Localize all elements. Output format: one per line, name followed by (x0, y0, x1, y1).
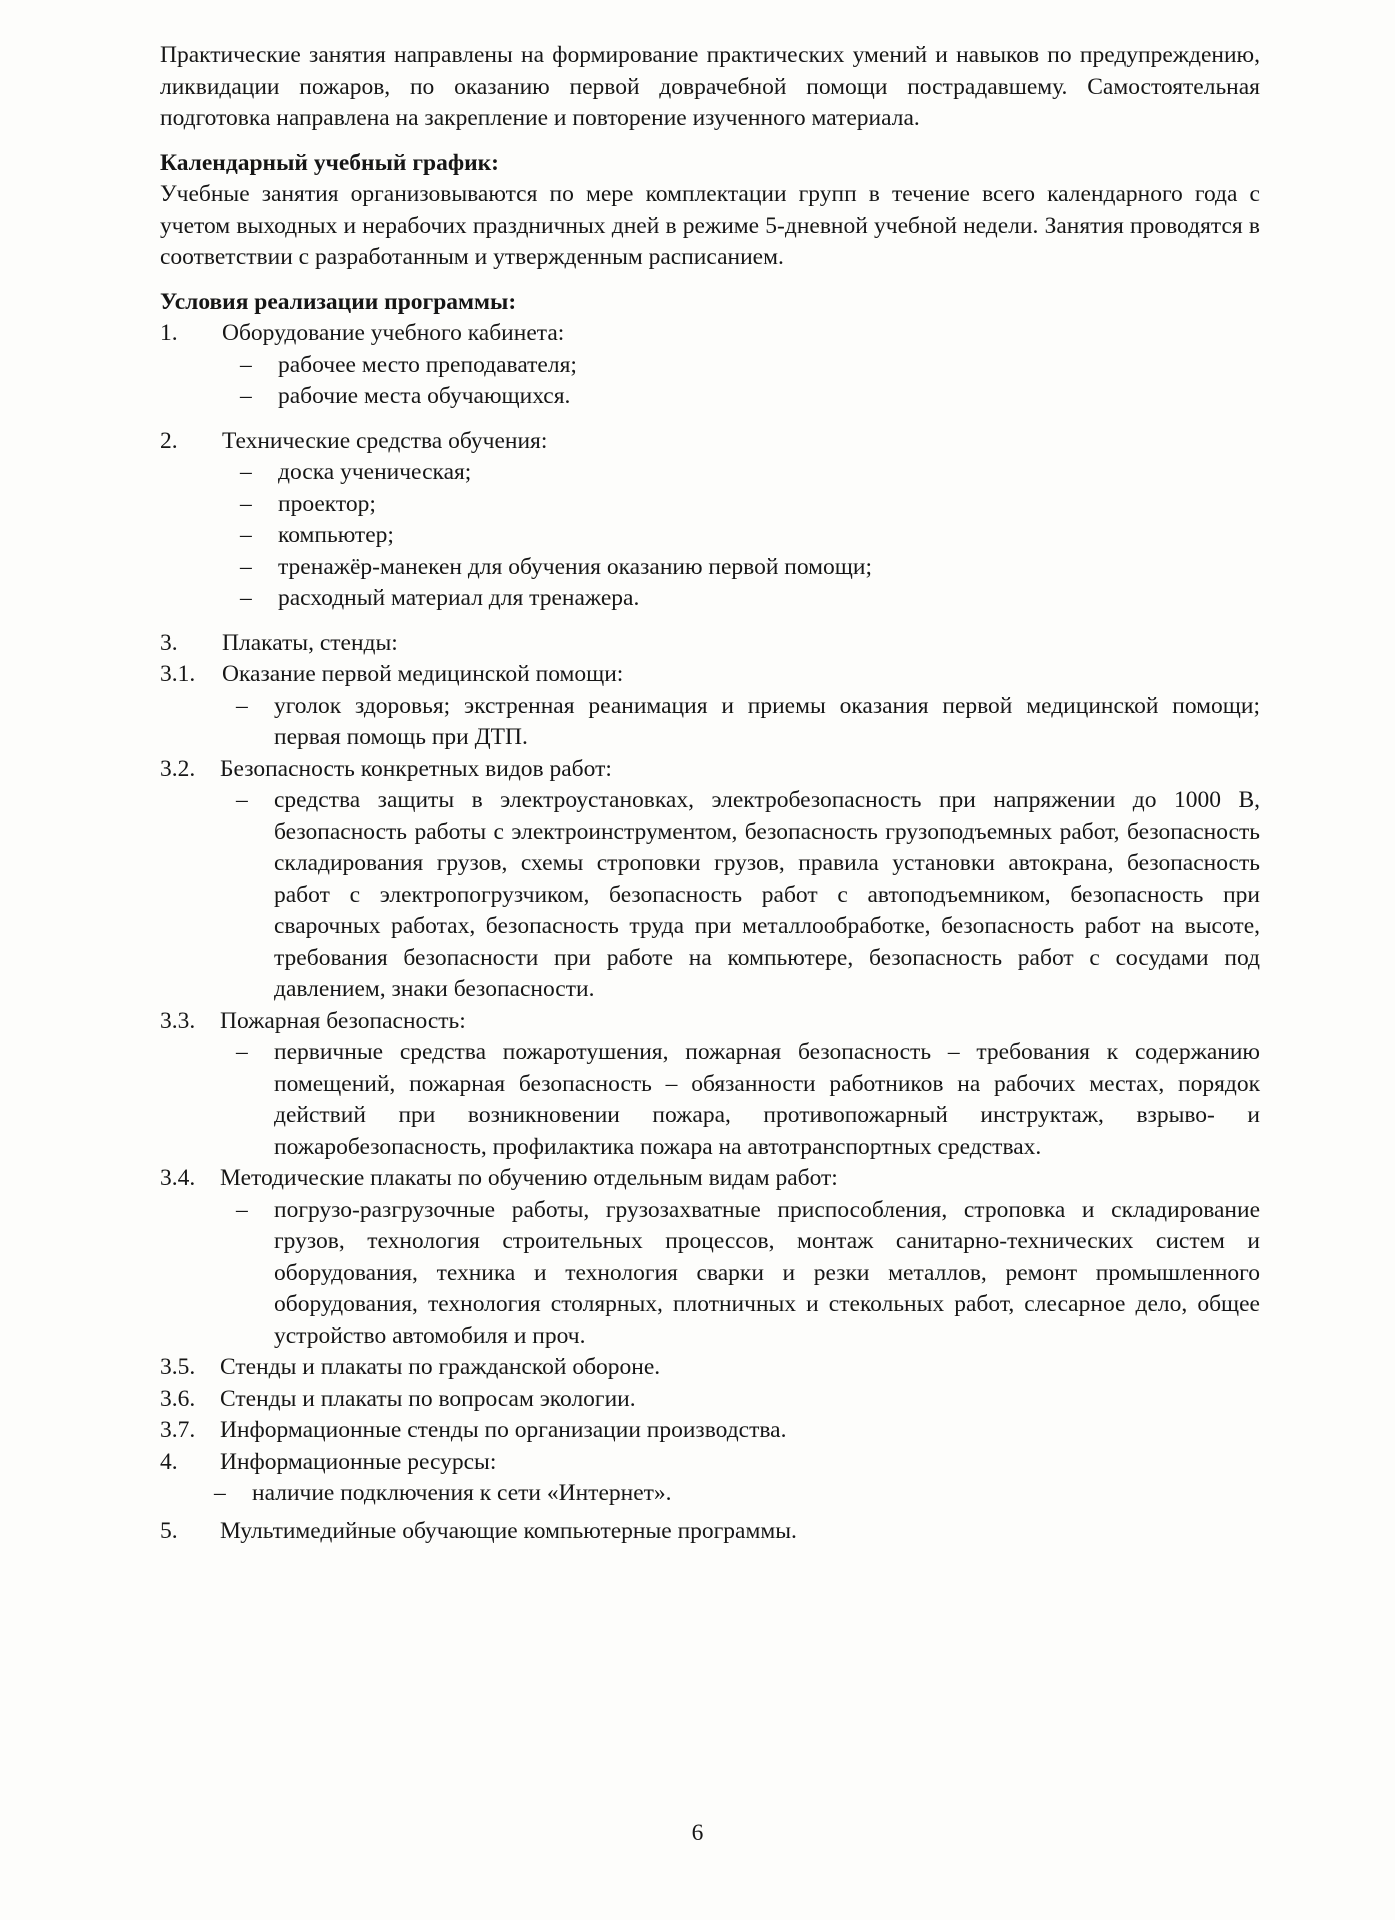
section-number: 2. (160, 427, 178, 454)
section-1 (160, 318, 1260, 350)
conditions-heading: Условия реализации программы: (160, 288, 517, 315)
list-item: – средства защиты в электроустановках, электробезопасность при напряжении до 1000 В, безопасность работы с электроинструментом, безопасность грузоподъемных работ, безопасность складирования грузов, схемы строповки грузов, правила установки автокрана, безопасность работ с электропогрузчиком, безопасность работ с автоподъемником, безопасность при сварочных работах, безопасность труда при металлообработке, безопасность работ на высоте, требования безопасности при работе на компьютере, безопасность работ с сосудами под давлением, знаки безопасности. (236, 787, 1260, 1002)
dash-marker: – (236, 1196, 248, 1223)
bullet-list (160, 1478, 1260, 1510)
section-3-3 (160, 1006, 1260, 1038)
section-title: Мультимедийные обучающие компьютерные программы. (220, 1517, 797, 1544)
section-title: Информационные ресурсы: (220, 1448, 497, 1475)
section-title: Стенды и плакаты по вопросам экологии. (220, 1385, 636, 1412)
section-number: 3.2. (160, 755, 196, 782)
dash-marker: – (240, 383, 252, 409)
list-item: – наличие подключения к сети «Интернет». (160, 1478, 1260, 1510)
dash-marker: – (236, 692, 248, 719)
dash-marker: – (214, 1480, 226, 1506)
dash-marker: – (240, 522, 252, 548)
bullet-list (160, 691, 1260, 754)
bullet-list (160, 785, 1260, 1006)
bullet-list (160, 1195, 1260, 1353)
section-title: Методические плакаты по обучению отдельным видам работ: (220, 1165, 838, 1191)
section-title: Оборудование учебного кабинета: (222, 320, 565, 346)
section-title: Оказание первой медицинской помощи: (222, 661, 624, 687)
section-title: Пожарная безопасность: (220, 1007, 466, 1034)
section-number: 3.5. (160, 1354, 196, 1380)
section-5 (160, 1516, 1260, 1548)
section-title: Плакаты, стенды: (222, 629, 398, 656)
section-number: 4. (160, 1448, 178, 1475)
dash-marker: – (240, 459, 252, 485)
bullet-list (160, 457, 1260, 615)
bullet-list (160, 1037, 1260, 1163)
page-number: 6 (691, 1820, 704, 1846)
bullet-list (160, 350, 1260, 413)
dash-marker: – (236, 787, 248, 813)
list-item: – компьютер; (160, 520, 1260, 552)
section-number: 3.3. (160, 1007, 196, 1034)
section-number: 3.7. (160, 1417, 196, 1443)
schedule-heading: Календарный учебный график: (160, 149, 499, 176)
list-item: – рабочее место преподавателя; (160, 350, 1260, 382)
list-item: – уголок здоровья; экстренная реанимация и приемы оказания первой медицинской помощи; первая помощь при ДТП. (236, 692, 1260, 750)
section-4 (160, 1447, 1260, 1479)
section-title: Информационные стенды по организации производства. (220, 1417, 787, 1443)
dash-marker: – (240, 490, 252, 517)
list-item: – рабочие места обучающихся. (160, 381, 1260, 413)
list-item: – тренажёр-манекен для обучения оказанию первой помощи; (160, 552, 1260, 584)
section-number: 3.1. (160, 661, 196, 687)
section-3-4 (160, 1163, 1260, 1195)
section-2 (160, 426, 1260, 458)
section-number: 3.6. (160, 1385, 196, 1412)
list-item: – погрузо-разгрузочные работы, грузозахватные приспособления, строповка и складирование грузов, технология строительных процессов, монтаж санитарно-технических систем и оборудования, техника и технология сварки и резки металлов, ремонт промышленного оборудования, технология столярных, плотничных и стекольных работ, слесарное дело, общее устройство автомобиля и проч. (236, 1196, 1260, 1349)
section-number: 1. (160, 320, 178, 346)
section-title: Технические средства обучения: (222, 427, 548, 454)
dash-marker: – (240, 585, 252, 611)
dash-marker: – (236, 1039, 248, 1065)
section-3-1 (160, 659, 1260, 691)
section-3-7 (160, 1415, 1260, 1447)
section-3 (160, 628, 1260, 660)
dash-marker: – (240, 351, 252, 378)
section-3-2 (160, 754, 1260, 786)
list-item: – первичные средства пожаротушения, пожарная безопасность – требования к содержанию помещений, пожарная безопасность – обязанности работников на рабочих местах, порядок действий при возникновении пожара, противопожарный инструктаж, взрыво- и пожаробезопасность, профилактика пожара на автотранспортных средствах. (236, 1039, 1260, 1160)
section-title: Стенды и плакаты по гражданской обороне. (220, 1354, 661, 1380)
dash-marker: – (240, 553, 252, 580)
section-number: 5. (160, 1517, 178, 1544)
document-page (160, 40, 1260, 1547)
list-item: – проектор; (160, 489, 1260, 521)
list-item: – доска ученическая; (160, 457, 1260, 489)
section-number: 3. (160, 629, 178, 656)
section-title: Безопасность конкретных видов работ: (220, 755, 612, 782)
intro-paragraph: Практические занятия направлены на формирование практических умений и навыков по предупреждению, ликвидации пожаров, по оказанию первой доврачебной помощи пострадавшему. Самостоятельная подготовка направлена на закрепление и повторение изученного материала. (160, 42, 1260, 131)
section-3-6 (160, 1384, 1260, 1416)
schedule-paragraph: Учебные занятия организовываются по мере комплектации групп в течение всего календарного года с учетом выходных и нерабочих праздничных дней в режиме 5-дневной учебной недели. Занятия проводятся в соответствии с разработанным и утвержденным расписанием. (160, 181, 1260, 270)
section-3-5 (160, 1352, 1260, 1384)
list-item: – расходный материал для тренажера. (160, 583, 1260, 615)
section-number: 3.4. (160, 1165, 196, 1191)
